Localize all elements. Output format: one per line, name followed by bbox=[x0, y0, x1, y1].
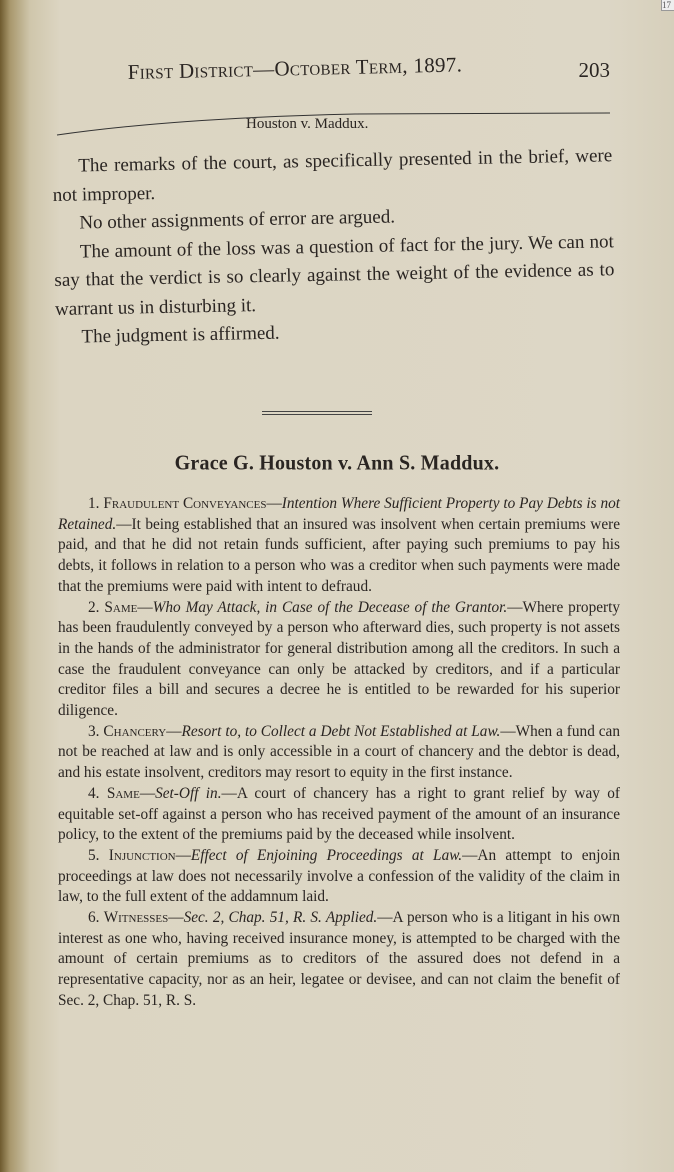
opening-paragraph: The judgment is affirmed. bbox=[81, 322, 280, 348]
headnote-number: 6. bbox=[88, 909, 100, 927]
opening-paragraph: No other assignments of error are argued. bbox=[79, 206, 396, 234]
headnote-subtopic: Set-Off in. bbox=[155, 784, 222, 802]
headnote: 5. Injunction—Effect of Enjoining Proceedings at Law.—An attempt to enjoin proceedings at law does not necessarily involve a confession of the validity of the claim in law, to the full extent of the addamnum laid. bbox=[58, 846, 620, 906]
headnote-body: It being established that an insured was insolvent when certain premiums were paid, and that he did not retain funds sufficient, after paying such premiums to pay his debts, it follows in relation to a person who was a creditor when such payments were made that the premiums were paid with intent to defraud. bbox=[58, 515, 620, 595]
headnote-body: When a fund can not be reached at law and is only accessible in a court of chancery and the debtor is dead, and his estate insolvent, creditors may resort to equity in the first instance. bbox=[58, 722, 620, 782]
page-number: 203 bbox=[578, 58, 610, 82]
running-head: First District—October Term, 1897. bbox=[127, 52, 463, 85]
headnote: 4. Same—Set-Off in.—A court of chancery has a right to grant relief by way of equitable set-off against a person who has received payment of the amount of an insurance policy, to the extent of the premiums paid by the deceased while insolvent. bbox=[58, 784, 620, 844]
headnote-topic: Chancery bbox=[103, 722, 167, 740]
case-title: Grace G. Houston v. Ann S. Maddux. bbox=[174, 451, 500, 475]
headnote: 1. Fraudulent Conveyances—Intention Where Sufficient Property to Pay Debts is not Retained.—It being established that an insured was insolvent when certain premiums were paid, and that he did not retain funds sufficient, after paying such premiums to pay his debts, it follows in relation to a person who was a creditor when such payments were made that the premiums were paid with intent to defraud. bbox=[58, 495, 620, 595]
headnotes bbox=[58, 494, 620, 1012]
headnote-subtopic: Intention Where Sufficient Property to Pay Debts is not Retained. bbox=[58, 495, 620, 533]
section-divider bbox=[262, 411, 372, 415]
headnote-subtopic: Sec. 2, Chap. 51, R. S. Applied. bbox=[183, 909, 378, 927]
headnote: 2. Same—Who May Attack, in Case of the Decease of the Grantor.—Where property has been fraudulently conveyed by a person who afterward dies, such property is not assets in the hands of the administrator for general distribution among all the creditors. In such a case the fraudulent conveyance can only be attacked by creditors, and if a particular creditor files a bill and secures a decree he is entitled to be rewarded for his superior diligence. bbox=[58, 598, 620, 720]
headnote-subtopic: Resort to, to Collect a Debt Not Established at Law. bbox=[181, 722, 501, 740]
headnote-topic: Same bbox=[106, 784, 140, 802]
headnote-body: An attempt to enjoin proceedings at law does not necessarily involve a confession of the validity of the claim in law, to the full extent of the addamnum laid. bbox=[58, 846, 620, 906]
headnote: 3. Chancery—Resort to, to Collect a Debt Not Established at Law.—When a fund can not be reached at law and is only accessible in a court of chancery and the debtor is dead, and his estate insolvent, creditors may resort to equity in the first instance. bbox=[58, 722, 620, 782]
headnote-body: A court of chancery has a right to grant relief by way of equitable set-off against a person who has received payment of the amount of an insurance policy, to the extent of the premiums paid by the deceased while insolvent. bbox=[58, 784, 620, 844]
headnote: 6. Witnesses—Sec. 2, Chap. 51, R. S. Applied.—A person who is a litigant in his own interest as one who, having received insurance money, is attempted to be charged with the amount of certain premiums as to creditors of the assured does not defend in a representative capacity, nor as an heir, legatee or devisee, and can not claim the benefit of Sec. 2, Chap. 51, R. S. bbox=[58, 909, 620, 1009]
headnote-subtopic: Effect of Enjoining Proceedings at Law. bbox=[190, 846, 463, 864]
headnote-subtopic: Who May Attack, in Case of the Decease of the Grantor. bbox=[152, 598, 508, 616]
opening-text bbox=[52, 142, 616, 352]
corner-tab-mark: 17 bbox=[661, 0, 674, 11]
headnote-body: A person who is a litigant in his own interest as one who, having received insurance money, is attempted to be charged with the amount of certain premiums as to creditors of the assured does not defend in a representative capacity, nor as an heir, legatee or devisee, and can not claim the benefit of Sec. 2, Chap. 51, R. S. bbox=[58, 909, 620, 1009]
headnote-number: 5. bbox=[88, 846, 100, 864]
headnote-body: Where property has been fraudulently conveyed by a person who afterward dies, such property is not assets in the hands of the administrator for general distribution among all the creditors. In such a case the fraudulent conveyance can only be attacked by creditors, and if a particular creditor files a bill and secures a decree he is entitled to be rewarded for his superior diligence. bbox=[58, 598, 620, 720]
headnote-number: 3. bbox=[88, 722, 100, 740]
headnote-number: 1. bbox=[88, 495, 100, 512]
headnote-number: 2. bbox=[88, 598, 100, 616]
headnote-topic: Same bbox=[104, 598, 138, 616]
headnote-topic: Injunction bbox=[108, 846, 176, 864]
headnote-topic: Fraudulent Conveyances bbox=[103, 495, 267, 512]
headnote-topic: Witnesses bbox=[103, 909, 169, 927]
opening-paragraph: The remarks of the court, as specifically presented in the brief, were not improper. bbox=[52, 145, 613, 206]
case-header: Houston v. Maddux. bbox=[246, 116, 369, 132]
opening-paragraph: The amount of the loss was a question of fact for the jury. We can not say that the verdict is so clearly against the weight of the evidence as to warrant us in disturbing it. bbox=[54, 230, 615, 320]
headnote-number: 4. bbox=[88, 784, 100, 802]
